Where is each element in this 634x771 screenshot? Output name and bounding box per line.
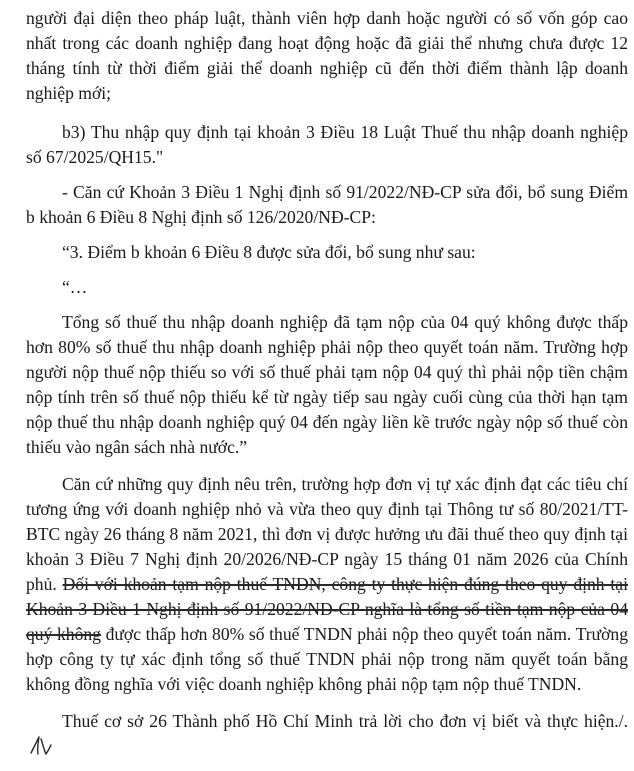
paragraph-closing (26, 709, 628, 759)
paragraph-legal-basis: - Căn cứ Khoản 3 Điều 1 Nghị định số 91/2022/NĐ-CP sửa đổi, bổ sung Điểm b khoản 6 Điều 8 Nghị định số 126/2020/NĐ-CP: (26, 182, 628, 227)
document-body (26, 6, 628, 771)
paragraph-continuation: người đại diện theo pháp luật, thành viên hợp danh hoặc người có số vốn góp cao nhất trong các doanh nghiệp đang hoạt động hoặc đã giải thể nhưng chưa được 12 tháng tính từ thời điểm giải thể doanh nghiệp cũ đến thời điểm thành lập doanh nghiệp mới; (26, 8, 628, 103)
conclusion-text-part1: Căn cứ những quy định nêu trên, trường hợp đơn vị tự xác định đạt các tiêu chí tương ứng với doanh nghiệp nhỏ và vừa theo quy định tại Thông tư số 80/2021/TT-BTC ngày 26 tháng 8 năm 2021, thì đơn vị được hưởng ưu đãi thuế theo quy định tại khoản 3 Điều 7 Nghị định 20/2026/NĐ-CP ngày 15 tháng 01 năm 2026 của Chính phủ. (26, 474, 628, 594)
struck-through-text: Đối với khoản tạm nộp thuế TNDN, công ty thực hiện đúng theo quy định tại Khoản 3 Điều 1 Nghị định số 91/2022/NĐ-CP nghĩa là tổng số tiền tạm nộp của 04 quý không (26, 574, 628, 644)
paragraph-quote-open: “… (62, 277, 88, 297)
conclusion-text-part2: được thấp hơn 80% số thuế TNDN phải nộp theo quyết toán năm. Trường hợp công ty tự xác định tổng số thuế TNDN phải nộp trong năm quyết toán bằng không đồng nghĩa với việc doanh nghiệp không phải nộp tạm nộp thuế TNDN. (26, 624, 628, 694)
closing-text: Thuế cơ sở 26 Thành phố Hồ Chí Minh trả lời cho đơn vị biết và thực hiện./. (62, 711, 628, 731)
paragraph-b3: b3) Thu nhập quy định tại khoản 3 Điều 18 Luật Thuế thu nhập doanh nghiệp số 67/2025/QH15." (26, 122, 628, 167)
paragraph-quote-heading: “3. Điểm b khoản 6 Điều 8 được sửa đổi, bổ sung như sau: (62, 242, 476, 262)
paragraph-conclusion (26, 472, 628, 697)
paragraph-quoted-rule: Tổng số thuế thu nhập doanh nghiệp đã tạm nộp của 04 quý không được thấp hơn 80% số thuế thu nhập doanh nghiệp phải nộp theo quyết toán năm. Trường hợp người nộp thuế nộp thiếu so với số thuế phải tạm nộp 04 quý thì phải nộp tiền chậm nộp tính trên số thuế nộp thiếu kể từ ngày tiếp sau ngày cuối cùng của thời hạn tạm nộp thuế thu nhập doanh nghiệp quý 04 đến ngày liền kề trước ngày nộp số thuế còn thiếu vào ngân sách nhà nước.” (26, 312, 628, 457)
initials-signature-icon (28, 735, 54, 757)
